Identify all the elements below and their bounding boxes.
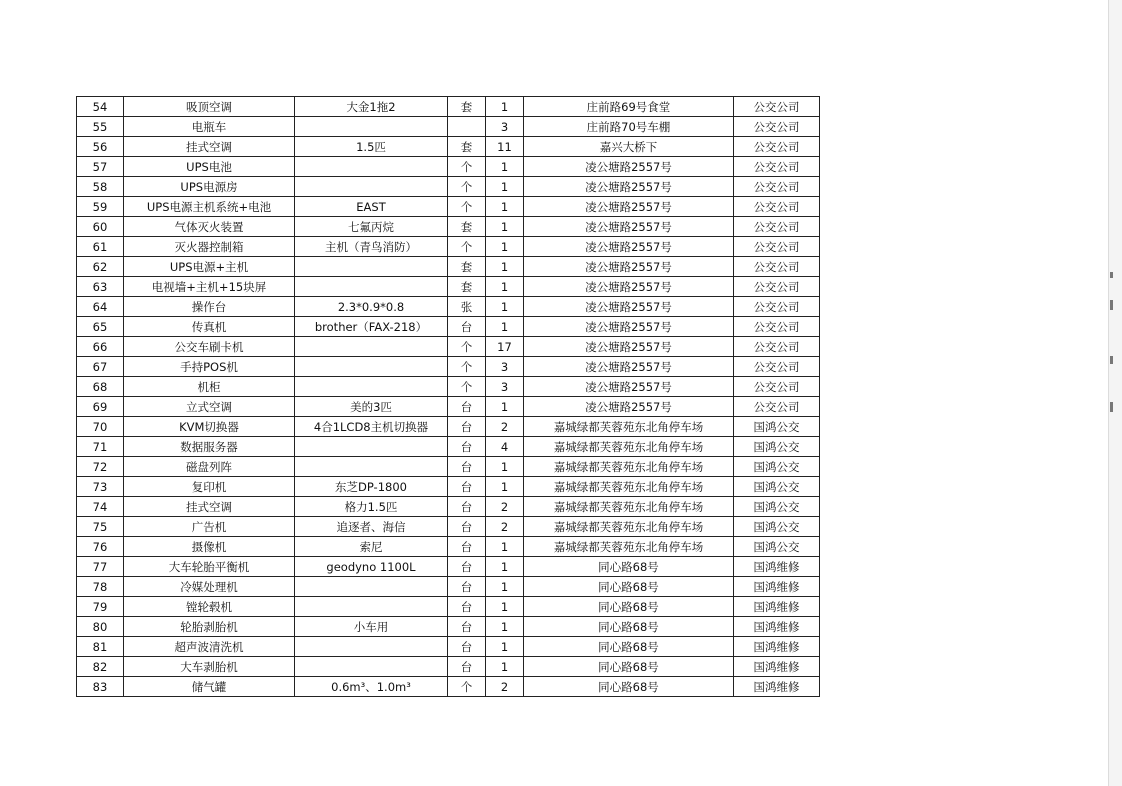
item-spec: [295, 577, 448, 597]
item-quantity: 3: [486, 357, 524, 377]
item-spec: 东芝DP-1800: [295, 477, 448, 497]
item-name: 气体灭火装置: [124, 217, 295, 237]
row-number: 77: [77, 557, 124, 577]
item-location: 嘉城绿都芙蓉苑东北角停车场: [524, 477, 734, 497]
item-unit: 台: [448, 437, 486, 457]
scan-page-edge: [1108, 0, 1122, 786]
item-quantity: 1: [486, 397, 524, 417]
item-quantity: 1: [486, 457, 524, 477]
item-spec: 美的3匹: [295, 397, 448, 417]
item-owner: 国鸿维修: [734, 657, 820, 677]
item-location: 凌公塘路2557号: [524, 337, 734, 357]
item-unit: 套: [448, 217, 486, 237]
item-quantity: 1: [486, 217, 524, 237]
item-location: 凌公塘路2557号: [524, 157, 734, 177]
item-spec: 小车用: [295, 617, 448, 637]
table-row: [77, 117, 820, 137]
item-quantity: 1: [486, 177, 524, 197]
item-name: 数据服务器: [124, 437, 295, 457]
table-row: [77, 337, 820, 357]
item-unit: 台: [448, 657, 486, 677]
item-spec: 4合1LCD8主机切换器: [295, 417, 448, 437]
row-number: 83: [77, 677, 124, 697]
table-row: [77, 257, 820, 277]
row-number: 70: [77, 417, 124, 437]
item-quantity: 1: [486, 597, 524, 617]
scan-mark: [1110, 356, 1113, 364]
table-row: [77, 677, 820, 697]
item-quantity: 2: [486, 497, 524, 517]
table-row: [77, 217, 820, 237]
table-row: [77, 617, 820, 637]
row-number: 76: [77, 537, 124, 557]
item-location: 凌公塘路2557号: [524, 377, 734, 397]
item-spec: [295, 437, 448, 457]
item-spec: EAST: [295, 197, 448, 217]
table-row: [77, 97, 820, 117]
item-spec: [295, 457, 448, 477]
item-name: UPS电源主机系统+电池: [124, 197, 295, 217]
scan-mark: [1110, 300, 1113, 310]
table-row: [77, 437, 820, 457]
item-spec: geodyno 1100L: [295, 557, 448, 577]
item-name: 镗轮毂机: [124, 597, 295, 617]
table-row: [77, 137, 820, 157]
item-owner: 公交公司: [734, 117, 820, 137]
item-quantity: 1: [486, 657, 524, 677]
item-quantity: 1: [486, 557, 524, 577]
item-location: 同心路68号: [524, 637, 734, 657]
item-name: UPS电池: [124, 157, 295, 177]
item-spec: [295, 597, 448, 617]
item-name: 冷媒处理机: [124, 577, 295, 597]
table-row: [77, 157, 820, 177]
row-number: 72: [77, 457, 124, 477]
item-unit: 台: [448, 497, 486, 517]
item-owner: 公交公司: [734, 137, 820, 157]
item-location: 嘉城绿都芙蓉苑东北角停车场: [524, 517, 734, 537]
item-name: 大车轮胎平衡机: [124, 557, 295, 577]
item-name: 大车剥胎机: [124, 657, 295, 677]
item-unit: 台: [448, 597, 486, 617]
equipment-table: [76, 96, 820, 697]
item-spec: [295, 157, 448, 177]
item-unit: 个: [448, 177, 486, 197]
row-number: 73: [77, 477, 124, 497]
item-location: 凌公塘路2557号: [524, 257, 734, 277]
item-unit: 套: [448, 257, 486, 277]
item-name: 挂式空调: [124, 137, 295, 157]
item-owner: 国鸿维修: [734, 637, 820, 657]
row-number: 79: [77, 597, 124, 617]
item-owner: 国鸿公交: [734, 437, 820, 457]
row-number: 58: [77, 177, 124, 197]
item-spec: 格力1.5匹: [295, 497, 448, 517]
item-unit: 套: [448, 137, 486, 157]
item-unit: 套: [448, 277, 486, 297]
item-unit: 台: [448, 617, 486, 637]
item-spec: 大金1拖2: [295, 97, 448, 117]
table-row: [77, 297, 820, 317]
item-owner: 国鸿维修: [734, 557, 820, 577]
item-owner: 公交公司: [734, 377, 820, 397]
table-row: [77, 477, 820, 497]
item-owner: 公交公司: [734, 237, 820, 257]
item-spec: [295, 177, 448, 197]
item-name: 机柜: [124, 377, 295, 397]
table-row: [77, 597, 820, 617]
item-location: 嘉城绿都芙蓉苑东北角停车场: [524, 417, 734, 437]
row-number: 82: [77, 657, 124, 677]
row-number: 64: [77, 297, 124, 317]
item-name: 灭火器控制箱: [124, 237, 295, 257]
item-quantity: 1: [486, 277, 524, 297]
item-owner: 国鸿公交: [734, 517, 820, 537]
item-unit: 个: [448, 237, 486, 257]
item-quantity: 17: [486, 337, 524, 357]
item-owner: 公交公司: [734, 197, 820, 217]
item-quantity: 1: [486, 197, 524, 217]
table-row: [77, 377, 820, 397]
item-owner: 国鸿公交: [734, 457, 820, 477]
item-quantity: 3: [486, 377, 524, 397]
item-unit: 台: [448, 477, 486, 497]
item-quantity: 1: [486, 577, 524, 597]
item-unit: 个: [448, 677, 486, 697]
item-location: 同心路68号: [524, 577, 734, 597]
table-row: [77, 497, 820, 517]
item-name: 广告机: [124, 517, 295, 537]
item-owner: 公交公司: [734, 337, 820, 357]
item-quantity: 1: [486, 257, 524, 277]
item-spec: [295, 357, 448, 377]
row-number: 78: [77, 577, 124, 597]
item-location: 凌公塘路2557号: [524, 357, 734, 377]
item-spec: 2.3*0.9*0.8: [295, 297, 448, 317]
item-owner: 国鸿维修: [734, 617, 820, 637]
item-owner: 公交公司: [734, 297, 820, 317]
table-row: [77, 517, 820, 537]
item-location: 同心路68号: [524, 557, 734, 577]
item-name: 储气罐: [124, 677, 295, 697]
row-number: 65: [77, 317, 124, 337]
item-quantity: 1: [486, 97, 524, 117]
item-unit: 个: [448, 357, 486, 377]
row-number: 60: [77, 217, 124, 237]
table-row: [77, 357, 820, 377]
item-owner: 公交公司: [734, 157, 820, 177]
item-quantity: 1: [486, 477, 524, 497]
item-location: 凌公塘路2557号: [524, 177, 734, 197]
row-number: 66: [77, 337, 124, 357]
item-unit: 台: [448, 557, 486, 577]
item-owner: 公交公司: [734, 357, 820, 377]
item-location: 同心路68号: [524, 617, 734, 637]
item-unit: 台: [448, 517, 486, 537]
row-number: 61: [77, 237, 124, 257]
item-name: KVM切换器: [124, 417, 295, 437]
item-unit: 台: [448, 417, 486, 437]
item-location: 嘉城绿都芙蓉苑东北角停车场: [524, 457, 734, 477]
row-number: 75: [77, 517, 124, 537]
item-spec: [295, 277, 448, 297]
item-unit: 台: [448, 397, 486, 417]
item-owner: 国鸿公交: [734, 477, 820, 497]
row-number: 55: [77, 117, 124, 137]
item-owner: 国鸿维修: [734, 597, 820, 617]
item-spec: [295, 377, 448, 397]
item-spec: 0.6m³、1.0m³: [295, 677, 448, 697]
item-owner: 公交公司: [734, 97, 820, 117]
item-quantity: 4: [486, 437, 524, 457]
table-row: [77, 637, 820, 657]
item-name: 操作台: [124, 297, 295, 317]
item-name: 电瓶车: [124, 117, 295, 137]
table-row: [77, 397, 820, 417]
row-number: 54: [77, 97, 124, 117]
row-number: 81: [77, 637, 124, 657]
item-owner: 公交公司: [734, 277, 820, 297]
item-unit: 台: [448, 457, 486, 477]
row-number: 69: [77, 397, 124, 417]
item-name: UPS电源房: [124, 177, 295, 197]
item-quantity: 1: [486, 237, 524, 257]
item-owner: 公交公司: [734, 177, 820, 197]
item-quantity: 1: [486, 537, 524, 557]
item-unit: 张: [448, 297, 486, 317]
item-unit: 个: [448, 377, 486, 397]
item-location: 庄前路70号车棚: [524, 117, 734, 137]
item-unit: 套: [448, 97, 486, 117]
item-unit: 个: [448, 157, 486, 177]
table-row: [77, 177, 820, 197]
scan-mark: [1110, 272, 1113, 278]
item-location: 同心路68号: [524, 657, 734, 677]
table-row: [77, 237, 820, 257]
item-owner: 公交公司: [734, 217, 820, 237]
item-quantity: 1: [486, 297, 524, 317]
item-location: 同心路68号: [524, 597, 734, 617]
item-name: UPS电源+主机: [124, 257, 295, 277]
table-row: [77, 577, 820, 597]
item-unit: [448, 117, 486, 137]
item-quantity: 1: [486, 157, 524, 177]
item-location: 凌公塘路2557号: [524, 297, 734, 317]
row-number: 59: [77, 197, 124, 217]
item-unit: 个: [448, 337, 486, 357]
row-number: 74: [77, 497, 124, 517]
item-location: 嘉城绿都芙蓉苑东北角停车场: [524, 537, 734, 557]
row-number: 68: [77, 377, 124, 397]
item-owner: 国鸿公交: [734, 537, 820, 557]
table-row: [77, 557, 820, 577]
table-row: [77, 457, 820, 477]
row-number: 62: [77, 257, 124, 277]
item-unit: 个: [448, 197, 486, 217]
item-location: 嘉城绿都芙蓉苑东北角停车场: [524, 497, 734, 517]
table-row: [77, 537, 820, 557]
item-unit: 台: [448, 637, 486, 657]
item-unit: 台: [448, 577, 486, 597]
item-spec: [295, 257, 448, 277]
item-location: 凌公塘路2557号: [524, 277, 734, 297]
item-location: 嘉城绿都芙蓉苑东北角停车场: [524, 437, 734, 457]
item-owner: 公交公司: [734, 397, 820, 417]
table-row: [77, 197, 820, 217]
item-owner: 国鸿公交: [734, 417, 820, 437]
item-owner: 公交公司: [734, 317, 820, 337]
item-name: 超声波清洗机: [124, 637, 295, 657]
item-quantity: 2: [486, 517, 524, 537]
item-spec: [295, 657, 448, 677]
item-name: 立式空调: [124, 397, 295, 417]
item-spec: 主机（青鸟消防）: [295, 237, 448, 257]
item-owner: 国鸿维修: [734, 677, 820, 697]
row-number: 63: [77, 277, 124, 297]
row-number: 57: [77, 157, 124, 177]
item-spec: 追逐者、海信: [295, 517, 448, 537]
item-name: 电视墙+主机+15块屏: [124, 277, 295, 297]
item-location: 嘉兴大桥下: [524, 137, 734, 157]
item-name: 吸顶空调: [124, 97, 295, 117]
item-unit: 台: [448, 317, 486, 337]
item-location: 凌公塘路2557号: [524, 217, 734, 237]
table-row: [77, 277, 820, 297]
item-spec: 1.5匹: [295, 137, 448, 157]
item-owner: 国鸿维修: [734, 577, 820, 597]
item-spec: brother（FAX-218）: [295, 317, 448, 337]
item-name: 手持POS机: [124, 357, 295, 377]
row-number: 67: [77, 357, 124, 377]
item-quantity: 1: [486, 317, 524, 337]
item-name: 传真机: [124, 317, 295, 337]
item-spec: 索尼: [295, 537, 448, 557]
item-location: 凌公塘路2557号: [524, 397, 734, 417]
item-quantity: 1: [486, 637, 524, 657]
item-location: 凌公塘路2557号: [524, 197, 734, 217]
item-quantity: 2: [486, 677, 524, 697]
item-owner: 国鸿公交: [734, 497, 820, 517]
item-quantity: 1: [486, 617, 524, 637]
item-quantity: 2: [486, 417, 524, 437]
item-unit: 台: [448, 537, 486, 557]
table-row: [77, 657, 820, 677]
item-name: 复印机: [124, 477, 295, 497]
item-location: 庄前路69号食堂: [524, 97, 734, 117]
item-name: 挂式空调: [124, 497, 295, 517]
item-owner: 公交公司: [734, 257, 820, 277]
item-name: 轮胎剥胎机: [124, 617, 295, 637]
item-name: 公交车刷卡机: [124, 337, 295, 357]
item-location: 同心路68号: [524, 677, 734, 697]
item-name: 磁盘列阵: [124, 457, 295, 477]
item-spec: [295, 637, 448, 657]
table-row: [77, 317, 820, 337]
row-number: 80: [77, 617, 124, 637]
item-location: 凌公塘路2557号: [524, 237, 734, 257]
item-spec: [295, 117, 448, 137]
item-quantity: 3: [486, 117, 524, 137]
row-number: 56: [77, 137, 124, 157]
item-spec: 七氟丙烷: [295, 217, 448, 237]
item-location: 凌公塘路2557号: [524, 317, 734, 337]
table-row: [77, 417, 820, 437]
row-number: 71: [77, 437, 124, 457]
item-spec: [295, 337, 448, 357]
item-quantity: 11: [486, 137, 524, 157]
scan-mark: [1110, 402, 1113, 412]
item-name: 摄像机: [124, 537, 295, 557]
